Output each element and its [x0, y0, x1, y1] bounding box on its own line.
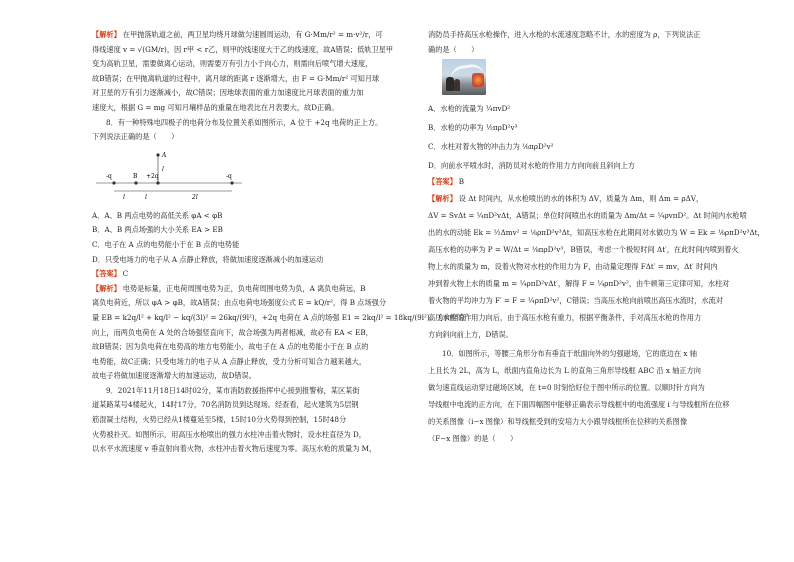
q8-explanation-line: 向上，而两负电荷在 A 处的合场强竖直向下，故合场强为两者相减，故必有 EA < EB，: [92, 327, 373, 337]
q10-stem-line: 导线框中电流的正方向，在下面四幅图中能够正确表示导线框中的电流强度 i 与导线框所在位移: [428, 399, 730, 409]
q8-explanation-line: 量 EB = k2q/l² + kq/l² − kq/(3l)² = 26kq/(9l²)，+2q 电荷在 A 点的场强 E1 = 2kq/l² = 18kq/(9l²)，方向竖直: [92, 312, 466, 322]
q9-stem: [92, 384, 392, 457]
q9-stem-line: 消防员手持高压水枪操作，进入水枪的水流速度忽略不计，水的密度为 ρ，下列说法正: [428, 30, 701, 39]
right-column: [428, 28, 765, 447]
option-a: A．A、B 两点电势的高低关系 φA < φB: [92, 210, 223, 220]
q10-stem-line: 做匀速直线运动穿过磁场区域，在 t=0 时刻恰好位于图中所示的位置。以顺时针方向为: [428, 382, 705, 392]
option-b: B．A、B 两点场强的大小关系 EA > EB: [92, 225, 223, 235]
q9-explanation-line: ΔV = SvΔt = ¼πD²vΔt，A错误；单位时间喷出水的质量为 Δm/Δt = ¼ρvπD²。Δt 时间内水枪喷: [428, 210, 747, 220]
q10-stem: [428, 345, 730, 447]
q10-stem-line: （F−x 图像）的是（ ）: [428, 433, 518, 443]
charge-dot: [230, 181, 233, 184]
q9-stem-line: 9．2021年11月18日14时02分，某市消防救援指挥中心接到报警称，某区某街: [106, 385, 360, 395]
q8-stem-line: 下列说法正确的是（ ）: [92, 132, 179, 142]
dimension-label: l: [123, 193, 125, 201]
q8-stem: [92, 116, 392, 145]
q9-explanation-line: 方向斜向前上方，D错误。: [428, 329, 513, 339]
point-b-dot: [134, 181, 137, 184]
q8-explanation-line: 电势是标量，正电荷周围电势为正，负电荷周围电势为负，A 离负电荷远，B: [122, 283, 366, 293]
explanation-tag: 【解析】: [428, 193, 457, 203]
q7-explanation-line: 对卫星的万有引力逐渐减小，故C错误；因地球表面的重力加速度比月球表面的重力加: [92, 88, 364, 98]
q8-explanation-line: 故电子将做加速度逐渐增大的加速运动，故D错误。: [92, 371, 256, 381]
q9-stem-line: 筋混凝土结构，火势已经从1楼蔓延至5楼，15时10分火势得到控制，15时48分: [92, 415, 347, 425]
q9-explanation-line: 设 Δt 时间内，从水枪喷出的水的体积为 ΔV，质量为 Δm，则 Δm = ρΔV，: [458, 193, 704, 203]
q9-options: [428, 99, 730, 175]
q8-explanation: [92, 282, 466, 384]
charge-dot: [112, 181, 115, 184]
left-column: [92, 28, 466, 457]
option-b: B．水枪的功率为 ½πρD²v³: [428, 123, 518, 133]
dimension-label: 2l: [192, 193, 198, 201]
firefighter-figure: [446, 77, 454, 91]
q8-explanation-line: 电势能，故C正确；只受电场力的电子从 A 点静止释放，受力分析可知合力越来越大，: [92, 356, 367, 366]
dimension-label: l: [162, 165, 164, 173]
q9-explanation-line: 出的水的动能 Ek = ½Δmv² = ⅛ρπD²v³Δt，知高压水枪在此期间对水做功为 W = Ek = ⅛ρπD²v³Δt，: [428, 227, 765, 237]
dimension-label: l: [145, 193, 147, 201]
q8-explanation-line: 离负电荷近，所以 φA > φB，故A错误；由点电荷电场强度公式 E = kQ/r²，得 B 点场强分: [92, 298, 387, 308]
option-a: A．水枪的流量为 ¼πvD²: [428, 104, 511, 114]
q9-explanation-line: 物上水的质量为 m，设着火物对水柱的作用力为 F，由动量定理得 FΔt′ = mv，Δt′ 时间内: [428, 261, 718, 271]
explanation-tag: 【解析】: [92, 283, 121, 293]
q7-explanation-line: 故B错误；在甲抛离轨道的过程中，离月球的距离 r 逐渐增大，由 F = G·Mm/r² 可知月球: [92, 73, 380, 83]
point-a-label: A: [162, 151, 167, 159]
charge-dot: [156, 181, 159, 184]
explanation-tag: 【解析】: [92, 30, 121, 39]
q9-explanation-line: 着火物的平均冲力为 F′ = F = ¼ρπD²v²，C错误；当高压水枪向前喷出高压水流时，水流对: [428, 295, 723, 305]
quadrupole-diagram: [92, 147, 392, 205]
q8-options: [92, 209, 392, 267]
q7-explanation-line: 得线速度 v = √(GM/r)，因 r甲 < r乙，则甲的线速度大于乙的线速度，故A错误；低轨卫星甲: [92, 44, 394, 54]
answer-value: C: [122, 269, 129, 279]
option-c: C．电子在 A 点的电势能小于在 B 点的电势能: [92, 239, 240, 249]
q9-stem-line: 火势被扑灭。如图所示，用高压水枪喷出的强力水柱冲击着火物时，设水柱直径为 D，: [92, 429, 366, 439]
answer-value: B: [458, 177, 465, 187]
option-d: D．向前水平喷水时，消防员对水枪的作用力方向向前且斜向上方: [428, 161, 636, 171]
answer-tag: 【答案】: [428, 177, 457, 187]
q9-explanation-line: 高压水枪的作用力向后，由于高压水枪有重力，根据平衡条件，手对高压水枪的作用力: [428, 312, 702, 322]
q9-explanation-line: 冲到着火物上水的质量 m = ¼ρπD²vΔt′，解得 F = ¼ρπD²v²，由牛顿第三定律可知，水柱对: [428, 278, 730, 288]
charge-label: +2q: [146, 172, 159, 180]
quadrupole-svg: [92, 147, 292, 205]
option-d: D．只受电场力的电子从 A 点静止释放，将做加速度逐渐减小的加速运动: [92, 254, 324, 264]
q7-explanation-line: 变为高轨卫星，需要做离心运动，则需要万有引力小于向心力，则需向后喷气增大速度，: [92, 59, 373, 69]
q8-stem-line: 8．有一种特殊电四极子的电荷分布及位置关系如图所示，A 位于 +2q 电荷的正上方。: [106, 117, 383, 127]
q7-explanation: [92, 28, 392, 116]
q9-explanation-line: 高压水枪的功率为 P = W/Δt = ⅛πρD²v³，B错误，考虑一个极短时间 Δt′，在此时间内喷到着火: [428, 244, 739, 254]
point-a-dot: [156, 153, 159, 156]
q9-stem-line: 道某路某号4楼起火，14时17分，70名消防员到达现场。经查看，起火建筑为5层钢: [92, 400, 359, 410]
q9-stem-line: 确的是（ ）: [428, 44, 479, 54]
q7-explanation-line: 速度大，根据 G = mg 可知月壤样品的重量在地表比在月表要大，故D正确。: [92, 102, 339, 112]
point-b-label: B: [133, 172, 138, 180]
firefighter-photo: [442, 59, 486, 95]
q9-explanation: [428, 190, 765, 343]
firefighter-figure: [454, 79, 460, 91]
q9-stem-line: 以水平水流速度 v 垂直射向着火物，水柱冲击着火物后速度为零。高压水枪的质量为 M，: [92, 444, 377, 454]
q7-explanation-line: 在甲抛落轨道之前，两卫星均绕月球做匀速圆周运动，有 G·Mm/r² = m·v²/r，可: [122, 30, 383, 39]
q8-answer: [92, 267, 392, 282]
charge-label: -q: [226, 172, 232, 180]
q10-stem-line: 上且长为 2L，高为 L，纸面内直角边长为 L 的直角三角形导线框 ABC 沿 x 轴正方向: [428, 365, 701, 375]
q10-stem-line: 10．如图所示，等腰三角形分布有垂直于纸面向外的匀强磁场，它的底边在 x 轴: [442, 348, 697, 358]
q8-explanation-line: 故B错误；因为负电荷在电势高的地方电势能小，故电子在 A 点的电势能小于在 B 点的: [92, 342, 369, 352]
q9-stem-continued: [428, 28, 730, 57]
option-c: C．水柱对着火物的冲击力为 ⅛πρD²v²: [428, 142, 554, 152]
charge-label: -q: [106, 172, 112, 180]
fire-glow: [472, 73, 484, 87]
answer-tag: 【答案】: [92, 269, 121, 279]
q10-stem-line: 的关系图像（i−x 图像）和导线框受到的安培力大小跟导线框所在位移的关系图像: [428, 416, 688, 426]
q9-answer: [428, 175, 730, 190]
